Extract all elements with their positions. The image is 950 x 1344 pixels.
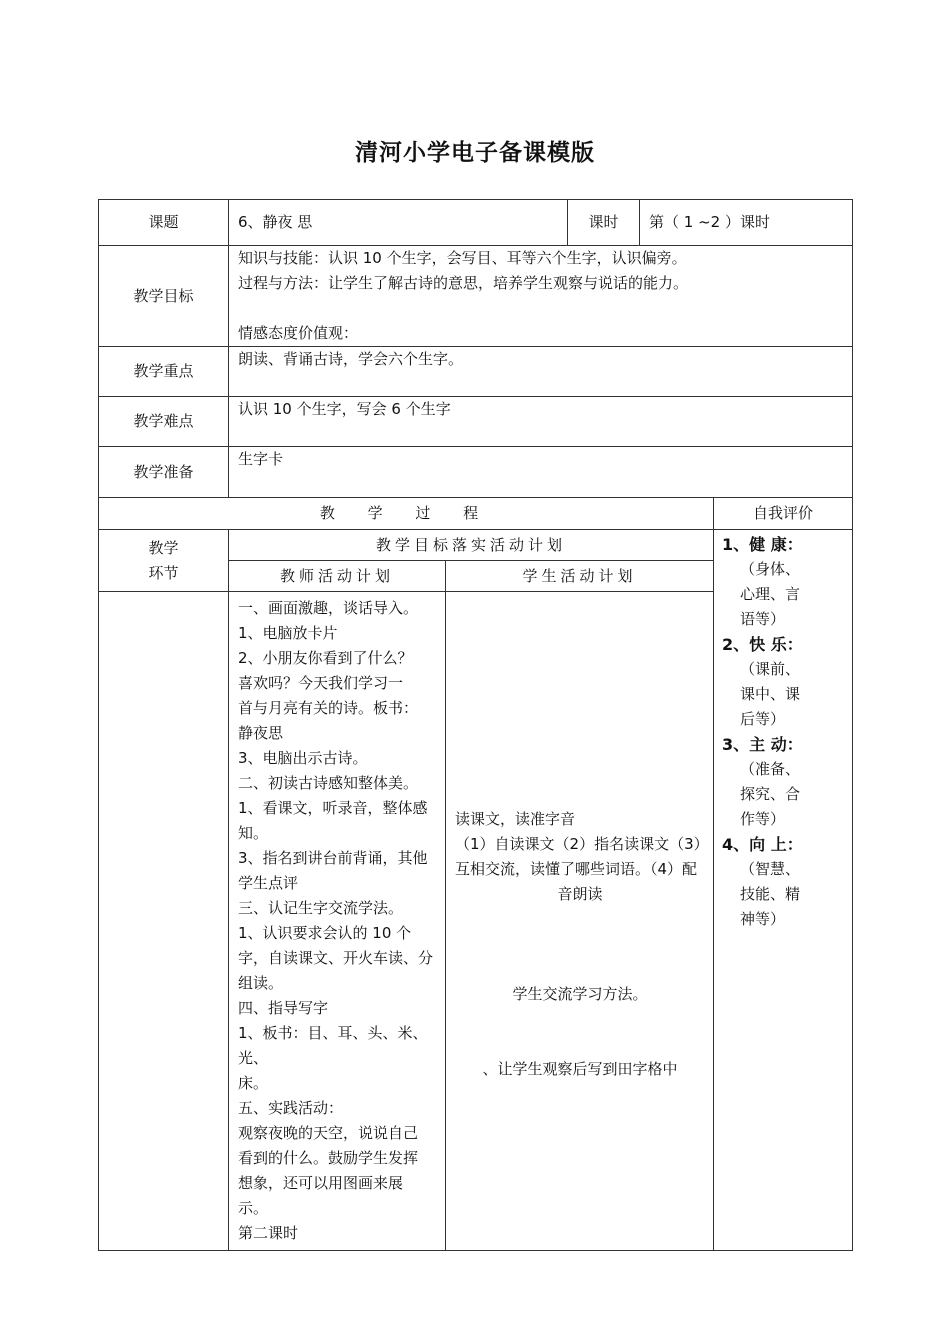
self-eval-joy	[722, 632, 846, 732]
teacher-line: 三、认记生字交流学法。	[238, 899, 404, 917]
self-eval-active-sub: 作等）	[740, 810, 786, 828]
goal-knowledge: 知识与技能：认识 10 个生字，会写目、耳等六个生字，认识偏旁。	[238, 249, 687, 267]
plan-header: 教学目标落实活动计划	[229, 530, 714, 561]
goal-row	[99, 246, 853, 347]
period-label: 课时	[568, 200, 640, 246]
self-eval-active	[722, 732, 846, 832]
plan-header-row	[99, 530, 853, 561]
student-line: 读课文，读准字音	[455, 810, 576, 828]
teacher-line: 床。	[238, 1074, 269, 1092]
goal-content	[229, 246, 853, 347]
self-eval-cell	[714, 530, 853, 1251]
teacher-line: 字，自读课文、开火车读、分	[238, 949, 434, 967]
period-value: 第（ 1 ~2 ）课时	[640, 200, 853, 246]
page-title: 清河小学电子备课模版	[355, 140, 595, 166]
teacher-line: 2、小朋友你看到了什么？	[238, 649, 413, 667]
teacher-line: 一、画面激趣，谈话导入。	[238, 599, 419, 617]
self-eval-health-sub: 心理、言	[740, 585, 801, 603]
self-eval-upward-head: 4、向 上：	[722, 835, 803, 854]
student-line: 互相交流，读懂了哪些词语。（4）配	[455, 860, 698, 878]
teacher-line: 学生点评	[238, 874, 299, 892]
teacher-line: 知。	[238, 824, 269, 842]
teacher-line: 四、指导写字	[238, 999, 329, 1017]
self-eval-health-head: 1、健 康：	[722, 535, 803, 554]
teacher-line: 1、电脑放卡片	[238, 624, 338, 642]
goal-label: 教学目标	[99, 246, 229, 347]
student-writing-practice: 、让学生观察后写到田字格中	[482, 1060, 678, 1078]
self-eval-active-sub: 探究、合	[740, 785, 801, 803]
teacher-line: 二、初读古诗感知整体美。	[238, 774, 419, 792]
goal-attitude: 情感态度价值观：	[238, 324, 359, 342]
prep-row	[99, 447, 853, 498]
teacher-line: 喜欢吗？今天我们学习一	[238, 674, 404, 692]
student-exchange-methods: 学生交流学习方法。	[512, 985, 648, 1003]
teacher-line: 静夜思	[238, 724, 284, 742]
teacher-activities	[229, 592, 446, 1251]
process-header-row	[99, 498, 853, 530]
difficulty-value: 认识 10 个生字，写会 6 个生字	[229, 397, 853, 447]
teacher-line: 第二课时	[238, 1224, 299, 1242]
teacher-line: 首与月亮有关的诗。板书：	[238, 699, 419, 717]
key-label: 教学重点	[99, 347, 229, 397]
teacher-header: 教师活动计划	[229, 561, 446, 592]
teacher-line: 想象，还可以用图画来展	[238, 1174, 404, 1192]
self-eval-active-head: 3、主 动：	[722, 735, 803, 754]
self-eval-health	[722, 532, 846, 632]
self-eval-joy-head: 2、快 乐：	[722, 635, 803, 654]
self-eval-upward-sub: 技能、精	[740, 885, 801, 903]
difficulty-label: 教学难点	[99, 397, 229, 447]
prep-value: 生字卡	[229, 447, 853, 498]
teacher-line: 观察夜晚的天空，说说自己	[238, 1124, 419, 1142]
teacher-line: 1、看课文，听录音，整体感	[238, 799, 428, 817]
self-eval-joy-sub: 课中、课	[740, 685, 801, 703]
self-eval-header: 自我评价	[714, 498, 853, 530]
self-eval-health-sub: 语等）	[740, 610, 786, 628]
student-header: 学生活动计划	[446, 561, 714, 592]
stage-cell	[99, 592, 229, 1251]
self-eval-upward-sub: （智慧、	[740, 860, 801, 878]
process-header: 教 学 过 程	[99, 498, 714, 530]
teacher-line: 看到的什么。鼓励学生发挥	[238, 1149, 419, 1167]
teacher-line: 组读。	[238, 974, 284, 992]
goal-process: 过程与方法：让学生了解古诗的意思，培养学生观察与说话的能力。	[238, 274, 689, 292]
difficulty-row	[99, 397, 853, 447]
topic-row	[99, 200, 853, 246]
teacher-line: 3、电脑出示古诗。	[238, 749, 368, 767]
stage-label-line-2: 环节	[148, 563, 179, 582]
student-line: （1）自读课文（2）指名读课文（3）	[455, 835, 709, 853]
self-eval-health-sub: （身体、	[740, 560, 801, 578]
teacher-line: 1、认识要求会认的 10 个	[238, 924, 412, 942]
teacher-line: 1、板书：目、耳、头、米、光、	[238, 1024, 428, 1067]
key-row	[99, 347, 853, 397]
key-value: 朗读、背诵古诗，学会六个生字。	[229, 347, 853, 397]
prep-label: 教学准备	[99, 447, 229, 498]
student-spacer-mid	[455, 907, 705, 982]
goal-blank	[238, 296, 846, 321]
student-spacer-low	[455, 1007, 705, 1057]
teacher-line: 示。	[238, 1199, 269, 1217]
stage-label	[99, 530, 229, 592]
topic-value: 6、静夜 思	[229, 200, 568, 246]
lesson-plan-table	[98, 199, 853, 1251]
self-eval-joy-sub: 后等）	[740, 710, 786, 728]
self-eval-upward-sub: 神等）	[740, 910, 786, 928]
self-eval-upward	[722, 832, 846, 932]
stage-label-line-1: 教学	[148, 538, 179, 557]
student-spacer-top	[455, 596, 705, 807]
teacher-line: 五、实践活动：	[238, 1099, 344, 1117]
topic-label: 课题	[99, 200, 229, 246]
self-eval-joy-sub: （课前、	[740, 660, 801, 678]
student-activities	[446, 592, 714, 1251]
teacher-line: 3、指名到讲台前背诵，其他	[238, 849, 428, 867]
student-line: 音朗读	[557, 885, 603, 903]
self-eval-active-sub: （准备、	[740, 760, 801, 778]
